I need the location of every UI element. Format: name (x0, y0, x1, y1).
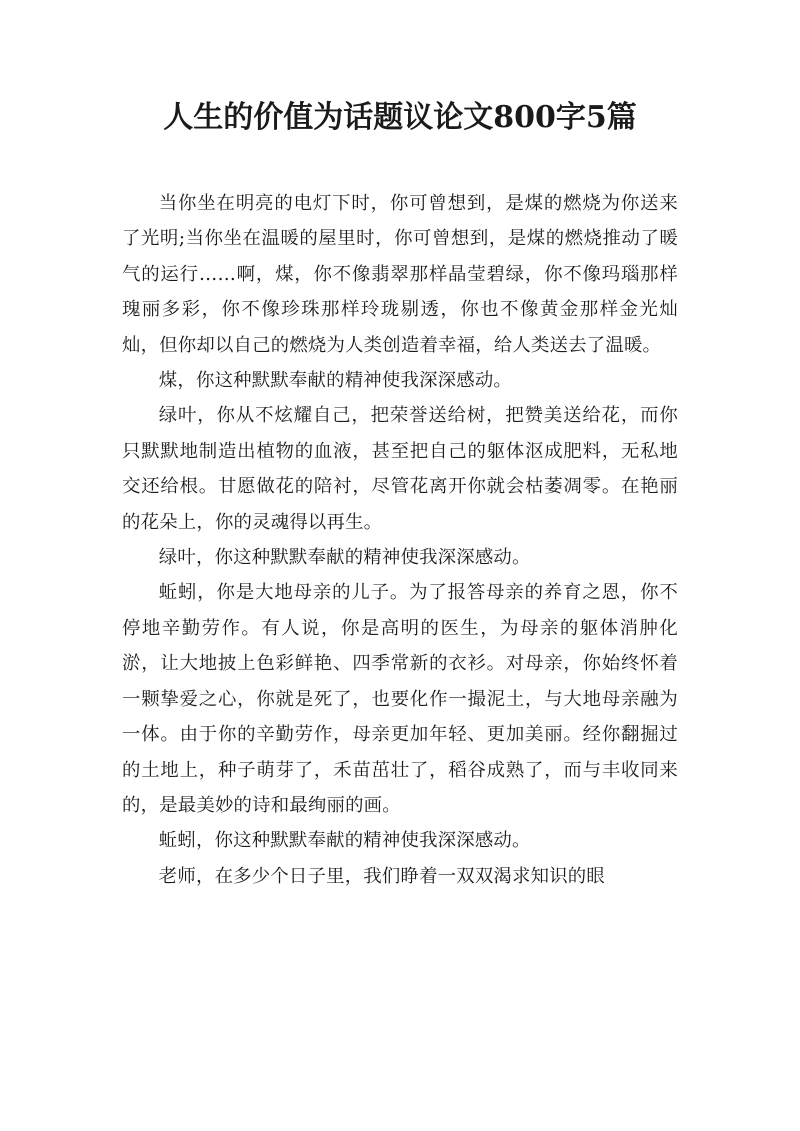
paragraph-coal-conclusion: 煤，你这种默默奉献的精神使我深深感动。 (158, 370, 513, 392)
paragraph-earthworm-conclusion: 蚯蚓，你这种默默奉献的精神使我深深感动。 (158, 830, 531, 852)
paragraph-green-leaf-conclusion: 绿叶，你这种默默奉献的精神使我深深感动。 (158, 547, 531, 569)
paragraph-green-leaf: 绿叶，你从不炫耀自己，把荣誉送给树，把赞美送给花，而你只默默地制造出植物的血液，甚至把自己的躯体沤成肥料，无私地交还给根。甘愿做花的陪衬，尽管花离开你就会枯萎凋零。在艳丽的花朵上，你的灵魂得以再生。 (122, 405, 678, 533)
paragraph-coal: 当你坐在明亮的电灯下时，你可曾想到，是煤的燃烧为你送来了光明;当你坐在温暖的屋里时，你可曾想到，是煤的燃烧推动了暖气的运行……啊，煤，你不像翡翠那样晶莹碧绿，你不像玛瑙那样瑰丽多彩，你不像珍珠那样玲珑剔透，你也不像黄金那样金光灿灿，但你却以自己的燃烧为人类创造着幸福，给人类送去了温暖。 (122, 193, 678, 356)
document-title: 人生的价值为话题议论文800字5篇 (163, 100, 637, 135)
paragraph-teacher: 老师，在多少个日子里，我们睁着一双双渴求知识的眼 (158, 865, 605, 887)
document-body (122, 186, 678, 894)
paragraph-earthworm: 蚯蚓，你是大地母亲的儿子。为了报答母亲的养育之恩，你不停地辛勤劳作。有人说，你是高明的医生，为母亲的躯体消肿化淤，让大地披上色彩鲜艳、四季常新的衣衫。对母亲，你始终怀着一颗挚爱之心，你就是死了，也要化作一撮泥土，与大地母亲融为一体。由于你的辛勤劳作，母亲更加年轻、更加美丽。经你翻掘过的土地上，种子萌芽了，禾苗茁壮了，稻谷成熟了，而与丰收同来的，是最美妙的诗和最绚丽的画。 (122, 582, 678, 816)
